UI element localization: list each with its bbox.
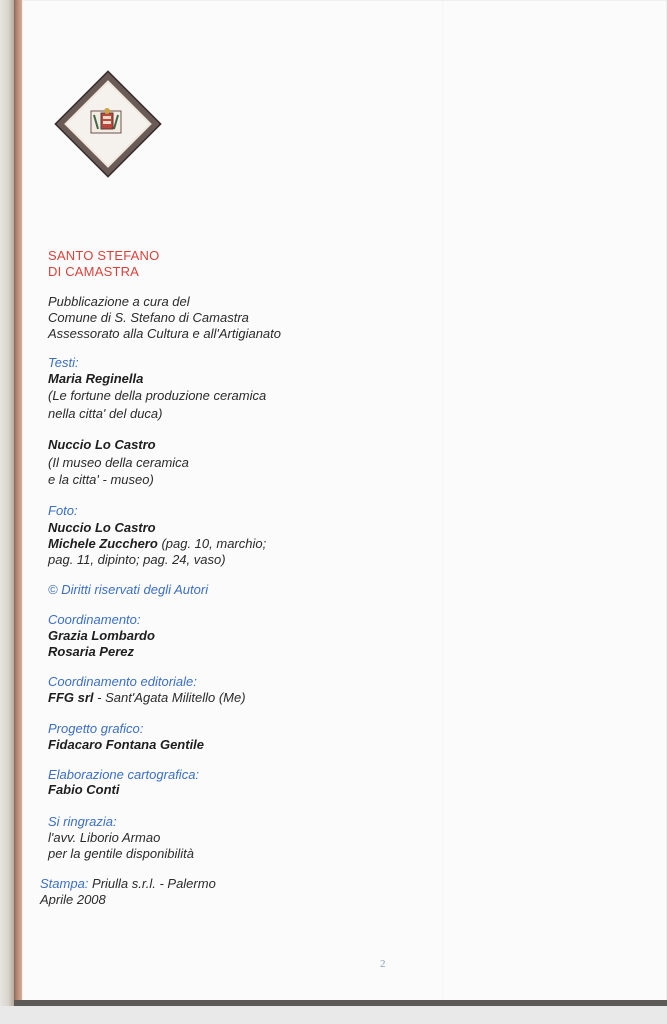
foto-note-line2: pag. 11, dipinto; pag. 24, vaso) — [48, 552, 226, 567]
testi-author2: Nuccio Lo Castro — [48, 437, 156, 452]
intro-line3: Assessorato alla Cultura e all'Artigianato — [48, 326, 281, 341]
town-name-line2: DI CAMASTRA — [48, 264, 140, 279]
stampa-label: Stampa: — [40, 876, 89, 891]
intro-line2: Comune di S. Stefano di Camastra — [48, 310, 249, 325]
coord-editoriale-line — [48, 690, 246, 706]
stampa-line — [40, 876, 216, 892]
testi-author1-work-line2: nella citta' del duca) — [48, 406, 163, 421]
coord-editoriale-label: Coordinamento editoriale: — [48, 674, 197, 689]
stampa-value: Priulla s.r.l. - Palermo — [88, 876, 216, 891]
progetto-name: Fidacaro Fontana Gentile — [48, 737, 205, 752]
background-strip — [0, 1006, 667, 1024]
testi-author2-work-line1: (Il museo della ceramica — [48, 455, 189, 470]
page-fold — [442, 0, 444, 1003]
coat-of-arms-icon — [88, 104, 124, 140]
progetto-label: Progetto grafico: — [48, 721, 144, 736]
binding-spine — [0, 0, 14, 1024]
foto-label: Foto: — [48, 503, 78, 518]
testi-author1-work-line1: (Le fortune della produzione ceramica — [48, 388, 267, 403]
coordinamento-name1: Grazia Lombardo — [48, 628, 155, 643]
coordinamento-label: Coordinamento: — [48, 612, 141, 627]
foto-name1: Nuccio Lo Castro — [48, 520, 156, 535]
cartografica-name: Fabio Conti — [48, 782, 120, 797]
coord-editoriale-name: FFG srl — [48, 690, 94, 705]
foto-name2-note: (pag. 10, marchio; — [161, 536, 267, 551]
town-name-line1: SANTO STEFANO — [48, 248, 160, 263]
page-number: 2 — [380, 958, 386, 970]
foto-name2: Michele Zucchero — [48, 536, 158, 551]
testi-author1: Maria Reginella — [48, 371, 144, 386]
ringrazia-label: Si ringrazia: — [48, 814, 117, 829]
rights-notice: © Diritti riservati degli Autori — [48, 582, 209, 597]
ringrazia-line2: per la gentile disponibilità — [48, 846, 194, 861]
coord-editoriale-detail: - Sant'Agata Militello (Me) — [93, 690, 246, 705]
coordinamento-name2: Rosaria Perez — [48, 644, 134, 659]
stampa-date: Aprile 2008 — [40, 892, 106, 907]
intro-line1: Pubblicazione a cura del — [48, 294, 190, 309]
foto-line2 — [48, 536, 266, 552]
testi-author2-work-line2: e la citta' - museo) — [48, 472, 154, 487]
testi-label: Testi: — [48, 355, 79, 370]
cartografica-label: Elaborazione cartografica: — [48, 767, 200, 782]
ringrazia-line1: l'avv. Liborio Armao — [48, 830, 161, 845]
